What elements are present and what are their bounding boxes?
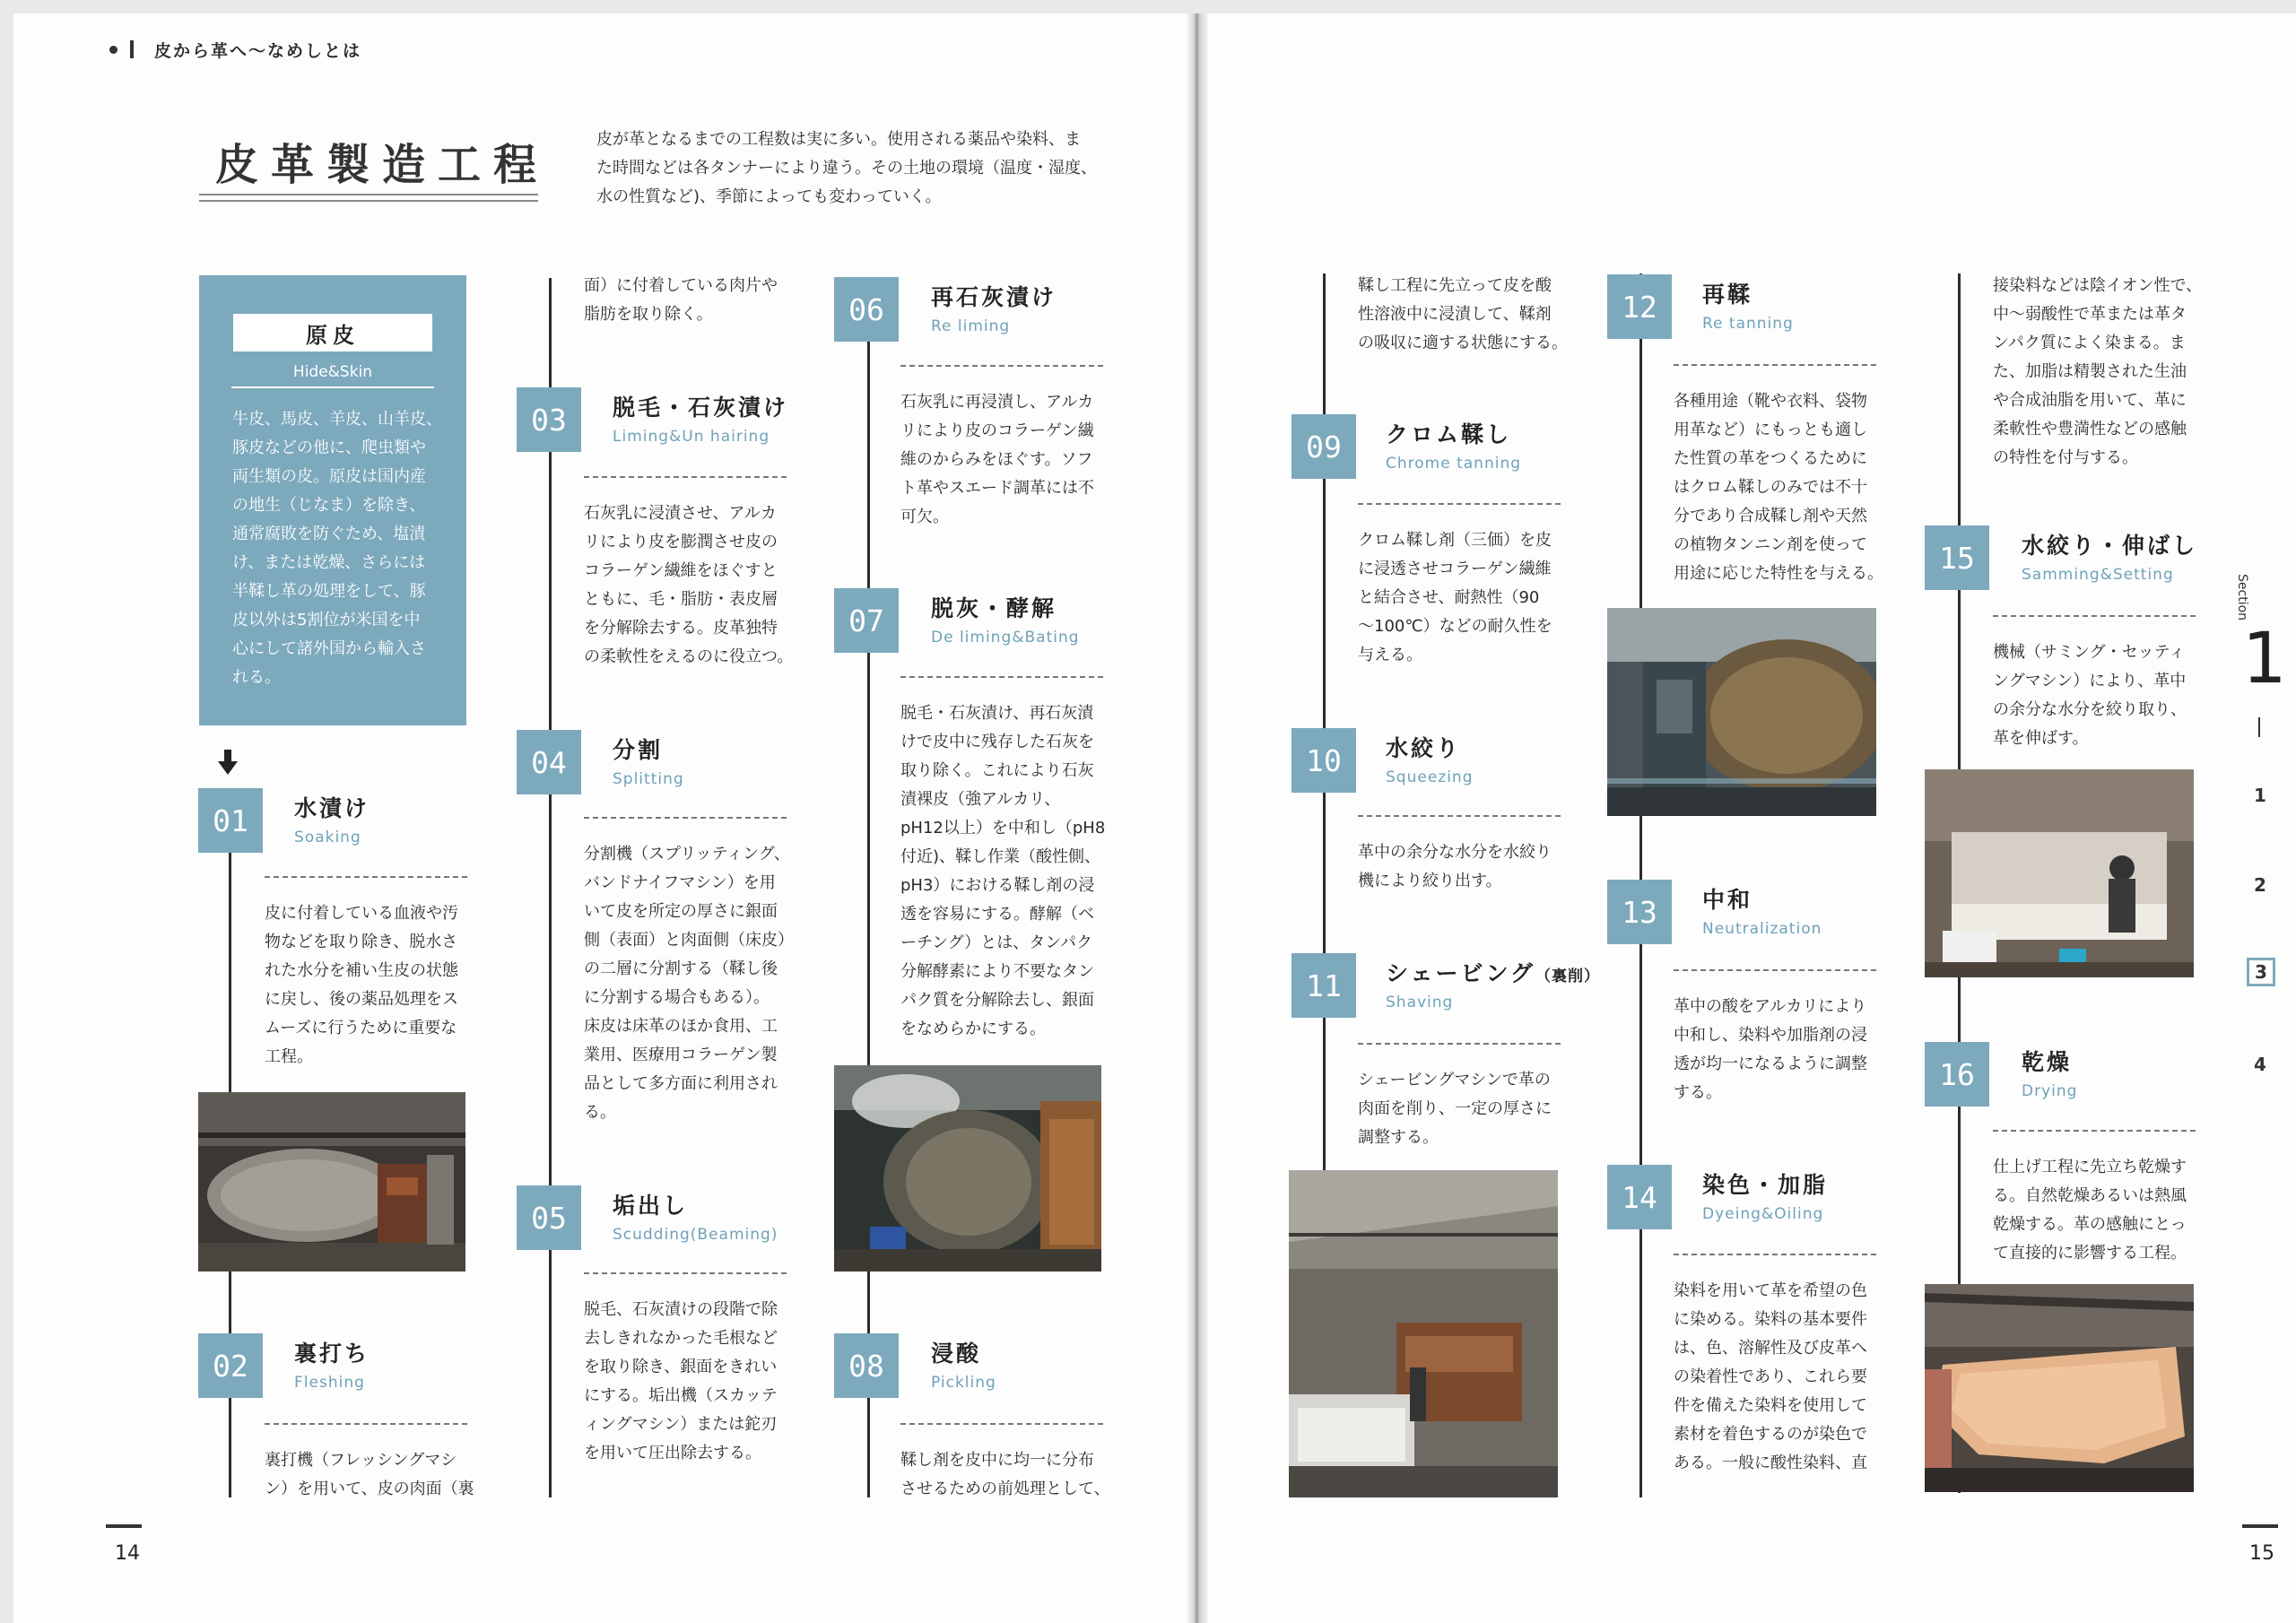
title-underline xyxy=(199,194,538,195)
step-number-02: 02 xyxy=(198,1333,263,1398)
section-nav-item-4: 4 xyxy=(2254,1054,2266,1075)
step-number-12: 12 xyxy=(1607,274,1672,339)
step-en-03: Liming&Un hairing xyxy=(613,428,770,446)
step-en-08: Pickling xyxy=(931,1374,996,1392)
step-text-11: シェービングマシンで革の 肉面を削り、一定の厚さに 調整する。 xyxy=(1358,1071,1552,1147)
step-text-04: 分割機（スプリッティング、 バンドナイフマシン）を用 いて皮を所定の厚さに銀面 側（表面）と肉面側（床皮） の二層に分割する（鞣し後 に分割する場合もある）。 床皮は床革のほか食用、工 業用、医療用コラーゲン製 品として多方面に利用され る。 xyxy=(584,845,794,1122)
step-divider-09 xyxy=(1358,503,1561,505)
step-02-continuation: 面）に付着している肉片や 脂肪を取り除く。 xyxy=(584,276,778,324)
step-title-11-sub: （裏削） xyxy=(1535,968,1601,985)
step-number-14: 14 xyxy=(1607,1165,1672,1229)
timeline-line-col2 xyxy=(549,278,552,1497)
photo-retanning-drums xyxy=(1607,608,1876,816)
step-title-09: クロム鞣し xyxy=(1386,421,1512,447)
step-title-10: 水絞り xyxy=(1386,735,1462,761)
section-nav-item-1: 1 xyxy=(2254,785,2266,806)
step-text-08: 鞣し剤を皮中に均一に分布 させるための前処理として、 xyxy=(900,1451,1110,1498)
step-title-04: 分割 xyxy=(613,737,664,763)
photo-drying-hides xyxy=(1925,1284,2194,1492)
page-number-left: 14 xyxy=(115,1542,140,1565)
step-divider-08 xyxy=(900,1423,1103,1425)
step-text-05: 脱毛、石灰漬けの段階で除 去しきれなかった毛根など を取り除き、銀面をきれい にする。垢出機（スカッテ ィングマシン）または鉈刃 を用いて圧出除去する。 xyxy=(584,1300,778,1462)
step-title-16: 乾燥 xyxy=(2022,1049,2073,1075)
hide-skin-rule xyxy=(231,386,434,388)
step-number-15: 15 xyxy=(1925,525,1989,590)
step-en-15: Samming&Setting xyxy=(2022,566,2174,584)
step-divider-01 xyxy=(265,876,467,878)
step-number-04: 04 xyxy=(517,730,581,794)
step-text-09: クロム鞣し剤（三価）を皮 に浸透させコラーゲン繊維 と結合させ、耐熱性（90 ～100℃）などの耐久性を 与える。 xyxy=(1358,531,1552,664)
step-divider-03 xyxy=(584,476,787,478)
step-number-13: 13 xyxy=(1607,880,1672,944)
step-en-09: Chrome tanning xyxy=(1386,455,1522,473)
step-text-14: 染料を用いて革を希望の色 に染める。染料の基本要件 は、色、溶解性及び皮革へ の染着性であり、これら要 件を備えた染料を使用して 素材を着色するのが染色で ある。一般に酸性染料、直 xyxy=(1674,1281,1867,1472)
step-text-01: 皮に付着している血液や汚 物などを取り除き、脱水さ れた水分を補い生皮の状態 に戻し、後の薬品処理をス ムーズに行うために重要な 工程。 xyxy=(265,904,458,1066)
hide-skin-title: 原皮 xyxy=(233,314,432,352)
step-divider-02 xyxy=(265,1423,467,1425)
section-divider xyxy=(2258,717,2260,737)
step-number-05: 05 xyxy=(517,1185,581,1250)
book-gutter xyxy=(1186,13,1209,1623)
step-divider-05 xyxy=(584,1272,787,1274)
step-en-04: Splitting xyxy=(613,770,684,788)
step-text-15: 機械（サミング・セッティ ングマシン）により、革中 の余分な水分を絞り取り、 革を伸ばす。 xyxy=(1993,643,2187,748)
intro-paragraph: 皮が革となるまでの工程数は実に多い。使用される薬品や染料、ま た時間などは各タンナーにより違う。その土地の環境（温度・湿度、 水の性質など)、季節によっても変わっていく。 xyxy=(596,130,1097,206)
step-text-07: 脱毛・石灰漬け、再石灰漬 けで皮中に残存した石灰を 取り除く。これにより石灰 漬裸皮（強アルカリ、 pH12以上）を中和し（pH8 付近)、鞣し作業（酸性側、 pH3）における鞣し剤の浸 透を容易にする。酵解（ベ ーチング）とは、タンパク 分解酵素により不要なタン パク質を分解除去し、銀面 をなめらかにする。 xyxy=(900,704,1106,1038)
step-divider-11 xyxy=(1358,1043,1561,1045)
step-divider-06 xyxy=(900,365,1103,367)
section-nav-item-2: 2 xyxy=(2254,874,2266,896)
step-text-02: 裏打機（フレッシングマシ ン）を用いて、皮の肉面（裏 xyxy=(265,1451,474,1498)
step-number-07: 07 xyxy=(834,588,899,653)
step-text-03: 石灰乳に浸漬させ、アルカ リにより皮を膨潤させ皮の コラーゲン繊維をほぐすと ともに、毛・脂肪・表皮層 を分解除去する。皮革独特 の柔軟性をえるのに役立つ。 xyxy=(584,504,794,666)
step-number-16: 16 xyxy=(1925,1042,1989,1107)
running-header: 皮から革へ～なめしとは xyxy=(154,41,362,61)
hide-skin-text: 牛皮、馬皮、羊皮、山羊皮、 豚皮などの他に、爬虫類や 両生類の皮。原皮は国内産 の地生（じなま）を除き、 通常腐敗を防ぐため、塩漬 け、または乾燥、さらには 半鞣し革の処理をして、豚 皮以外は5割位が米国を中 心にして諸外国から輸入さ れる。 xyxy=(232,410,442,687)
step-en-01: Soaking xyxy=(294,829,361,846)
step-number-03: 03 xyxy=(517,387,581,452)
step-en-07: De liming&Bating xyxy=(931,629,1080,647)
step-divider-14 xyxy=(1674,1254,1876,1255)
step-title-06: 再石灰漬け xyxy=(931,284,1057,310)
step-en-13: Neutralization xyxy=(1702,920,1822,938)
step-number-01: 01 xyxy=(198,788,263,853)
title-underline xyxy=(199,200,538,202)
step-title-05: 垢出し xyxy=(613,1193,689,1219)
page-number-rule-left xyxy=(106,1524,142,1528)
step-text-10: 革中の余分な水分を水絞り 機により絞り出す。 xyxy=(1358,843,1552,890)
step-en-12: Re tanning xyxy=(1702,315,1794,333)
step-title-15: 水絞り・伸ばし xyxy=(2022,533,2198,559)
step-en-05: Scudding(Beaming) xyxy=(613,1226,778,1244)
step-14-continuation: 接染料などは陰イオン性で、 中～弱酸性で革または革タ ンパク質によく染まる。ま た、加脂は精製された生油 や合成油脂を用いて、革に 柔軟性や豊満性などの感触 の特性を付与する。 xyxy=(1993,276,2203,467)
step-number-06: 06 xyxy=(834,277,899,342)
step-number-09: 09 xyxy=(1292,414,1356,479)
section-number: 1 xyxy=(2242,619,2287,699)
step-title-08: 浸酸 xyxy=(931,1341,982,1367)
header-bar xyxy=(130,40,134,58)
step-title-13: 中和 xyxy=(1702,887,1753,913)
step-divider-16 xyxy=(1993,1130,2196,1132)
step-divider-10 xyxy=(1358,815,1561,817)
step-title-03: 脱毛・石灰漬け xyxy=(613,395,789,421)
step-divider-12 xyxy=(1674,364,1876,366)
timeline-line-col3 xyxy=(867,341,870,1497)
step-en-11: Shaving xyxy=(1386,994,1454,1011)
page-title: 皮革製造工程 xyxy=(215,140,550,190)
step-en-02: Fleshing xyxy=(294,1374,365,1392)
section-label: Section xyxy=(2235,574,2249,621)
photo-shaving-factory xyxy=(1289,1170,1558,1497)
down-arrow-icon xyxy=(218,750,238,777)
step-text-12: 各種用途（靴や衣料、袋物 用革など）にもっとも適し た性質の革をつくるために はクロム鞣しのみでは不十 分であり合成鞣し剤や天然 の植物タンニン剤を使って 用途に応じた特性を与える。 xyxy=(1674,392,1883,583)
page-number-right: 15 xyxy=(2249,1542,2274,1565)
step-number-10: 10 xyxy=(1292,728,1356,793)
step-number-08: 08 xyxy=(834,1333,899,1398)
step-title-02: 裏打ち xyxy=(294,1341,370,1367)
page-number-rule-right xyxy=(2242,1524,2278,1528)
step-08-continuation: 鞣し工程に先立って皮を酸 性溶液中に浸漬して、鞣剤 の吸収に適する状態にする。 xyxy=(1358,276,1568,352)
step-title-01: 水漬け xyxy=(294,795,370,821)
step-divider-07 xyxy=(900,676,1103,678)
photo-soaking-drum xyxy=(198,1092,465,1271)
step-number-11: 11 xyxy=(1292,953,1356,1018)
timeline-line-col4 xyxy=(1323,273,1326,1170)
step-title-12: 再鞣 xyxy=(1702,282,1753,308)
step-en-10: Squeezing xyxy=(1386,768,1474,786)
section-nav-item-3-active: 3 xyxy=(2247,958,2275,986)
step-title-11 xyxy=(1386,956,1600,988)
step-title-07: 脱灰・酵解 xyxy=(931,595,1057,621)
hide-skin-en: Hide&Skin xyxy=(292,363,373,381)
step-divider-15 xyxy=(1993,615,2196,617)
photo-liming-drums xyxy=(834,1065,1101,1271)
step-title-11-main: シェービング xyxy=(1386,960,1536,986)
step-en-06: Re liming xyxy=(931,317,1011,335)
step-text-13: 革中の酸をアルカリにより 中和し、染料や加脂剤の浸 透が均一になるように調整 する。 xyxy=(1674,997,1867,1102)
step-title-14: 染色・加脂 xyxy=(1702,1172,1829,1198)
header-bullet-icon xyxy=(109,46,117,54)
step-en-16: Drying xyxy=(2022,1082,2078,1100)
step-divider-13 xyxy=(1674,969,1876,971)
step-en-14: Dyeing&Oiling xyxy=(1702,1205,1824,1223)
step-text-06: 石灰乳に再浸漬し、アルカ リにより皮のコラーゲン繊 維のからみをほぐす。ソフ ト革やスエード調革には不 可欠。 xyxy=(900,393,1094,526)
step-divider-04 xyxy=(584,817,787,819)
step-text-16: 仕上げ工程に先立ち乾燥す る。自然乾燥あるいは熱風 乾燥する。革の感触にとっ て直接的に影響する工程。 xyxy=(1993,1158,2187,1263)
photo-samming-machine xyxy=(1925,769,2194,977)
